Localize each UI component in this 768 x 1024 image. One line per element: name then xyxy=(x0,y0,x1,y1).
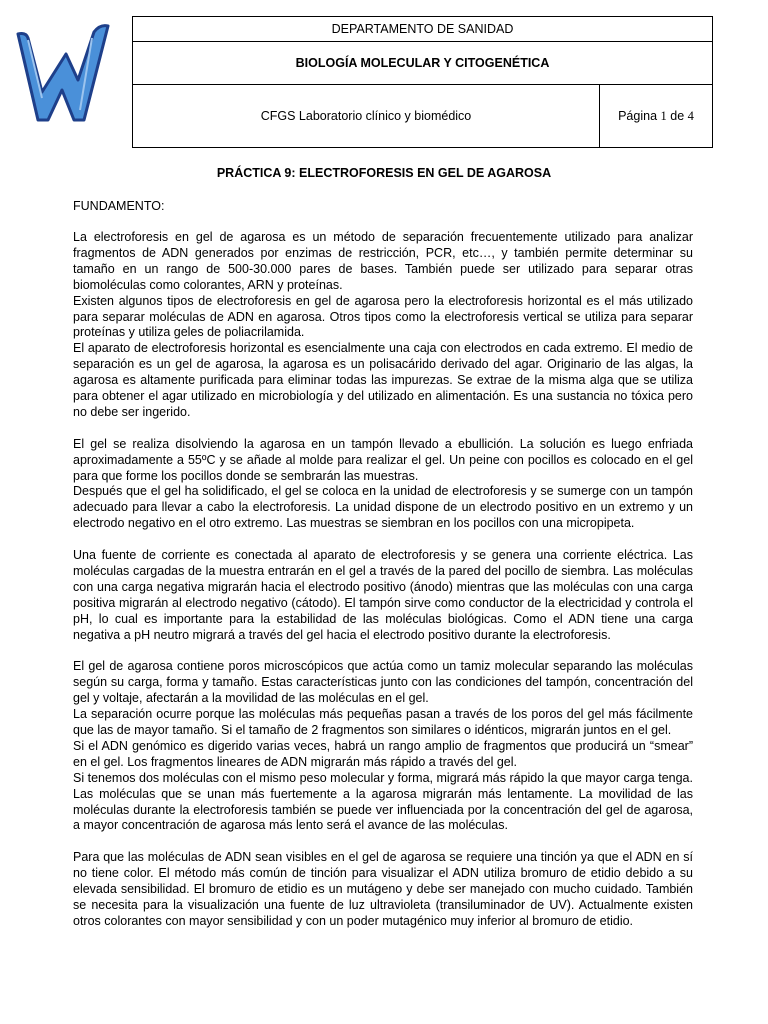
school-logo-icon xyxy=(14,20,110,124)
module-name: BIOLOGÍA MOLECULAR Y CITOGENÉTICA xyxy=(133,42,713,85)
page-indicator xyxy=(600,85,713,148)
page-title: PRÁCTICA 9: ELECTROFORESIS EN GEL DE AGAROSA xyxy=(216,166,552,180)
document-body xyxy=(73,230,693,930)
page-prefix: Página xyxy=(618,108,658,123)
paragraph: La separación ocurre porque las moléculas más pequeñas pasan a través de los poros del gel más fácilmente que las de mayor tamaño. Si el tamaño de 2 fragmentos son similares o idénticos, migrarán juntos en el gel. xyxy=(73,707,693,738)
page-separator: de xyxy=(670,108,685,123)
section-heading: FUNDAMENTO: xyxy=(73,199,165,213)
department-name: DEPARTAMENTO DE SANIDAD xyxy=(133,17,713,42)
paragraph: El gel de agarosa contiene poros microscópicos que actúa como un tamiz molecular separando las moléculas según su carga, forma y tamaño. Estas características junto con las condiciones del tampón, concentración del gel y voltaje, afectarán a la movilidad de las moléculas en el gel. xyxy=(73,659,693,706)
paragraph: El aparato de electroforesis horizontal es esencialmente una caja con electrodos en cada extremo. El medio de separación es un gel de agarosa, la agarosa es un polisacárido derivado del agar. Originario de las algas, la agarosa es altamente purificada para eliminar todas las impurezas. Se extrae de la misma alga que se utiliza para obtener el agar utilizado en microbiología y del utilizado en alimentación. Es una sustancia no tóxica pero no debe ser ingerido. xyxy=(73,341,693,419)
paragraph: Después que el gel ha solidificado, el gel se coloca en la unidad de electroforesis y se sumerge con un tampón adecuado para llevar a cabo la electroforesis. La unidad dispone de un electrodo positivo en un extremo y un electrodo negativo en el otro extremo. Las muestras se siembran en los pocillos con una micropipeta. xyxy=(73,484,693,531)
course-name: CFGS Laboratorio clínico y biomédico xyxy=(133,85,600,148)
header-table xyxy=(132,16,713,148)
paragraph: Existen algunos tipos de electroforesis en gel de agarosa pero la electroforesis horizontal es el más utilizado para separar moléculas de ADN en agarosa. Otros tipos como la electroforesis vertical se utiliza para separar proteínas y utiliza geles de poliacrilamida. xyxy=(73,293,693,340)
paragraph: Para que las moléculas de ADN sean visibles en el gel de agarosa se requiere una tinción ya que el ADN en sí no tiene color. El método más común de tinción para visualizar el ADN utiliza bromuro de etidio debido a su elevada sensibilidad. El bromuro de etidio es un mutágeno y debe ser manejado con mucho cuidado. También se necesita para la visualización una fuente de luz ultravioleta (transiluminador de UV). Actualmente existen otros colorantes con mayor sensibilidad y con un poder mutagénico muy inferior al bromuro de etidio. xyxy=(73,850,693,928)
page-total: 4 xyxy=(687,108,694,123)
paragraph: Si tenemos dos moléculas con el mismo peso molecular y forma, migrará más rápido la que mayor carga tenga. Las moléculas que se unan más fuertemente a la agarosa migrarán más lentamente. La movilidad de las moléculas durante la electroforesis también se puede ver influenciada por la concentración del gel de agarosa, a mayor concentración de agarosa más lento será el avance de las moléculas. xyxy=(73,770,693,833)
paragraph: La electroforesis en gel de agarosa es un método de separación frecuentemente utilizado para analizar fragmentos de ADN generados por enzimas de restricción, PCR, etc…, y también permite determinar su tamaño en un rango de 500-30.000 pares de bases. También puede ser utilizado para separar otras biomoléculas como colorantes, ARN y proteínas. xyxy=(73,230,693,292)
paragraph: El gel se realiza disolviendo la agarosa en un tampón llevado a ebullición. La solución es luego enfriada aproximadamente a 55ºC y se añade al molde para realizar el gel. Un peine con pocillos es colocado en el gel para que forme los pocillos donde se sembrarán las muestras. xyxy=(73,436,693,483)
page-current: 1 xyxy=(660,108,667,123)
paragraph: Una fuente de corriente es conectada al aparato de electroforesis y se genera una corriente eléctrica. Las moléculas cargadas de la muestra entrarán en el gel a través de la pared del pocillo de siembra. Las moléculas con una carga negativa migrarán hacia el electrodo positivo (ánodo) mientras que las moléculas con una carga positiva migrarán al electrodo negativo (cátodo). El tampón sirve como conductor de la electricidad y controla el pH, lo cual es importante para la estabilidad de las moléculas biológicas. Como el ADN tiene una carga negativa a pH neutro migrará a través del gel hacia el electrodo positivo durante la electroforesis. xyxy=(73,548,693,642)
paragraph: Si el ADN genómico es digerido varias veces, habrá un rango amplio de fragmentos que producirá un “smear” en el gel. Los fragmentos lineares de ADN migrarán más rápido a través del gel. xyxy=(73,738,693,769)
